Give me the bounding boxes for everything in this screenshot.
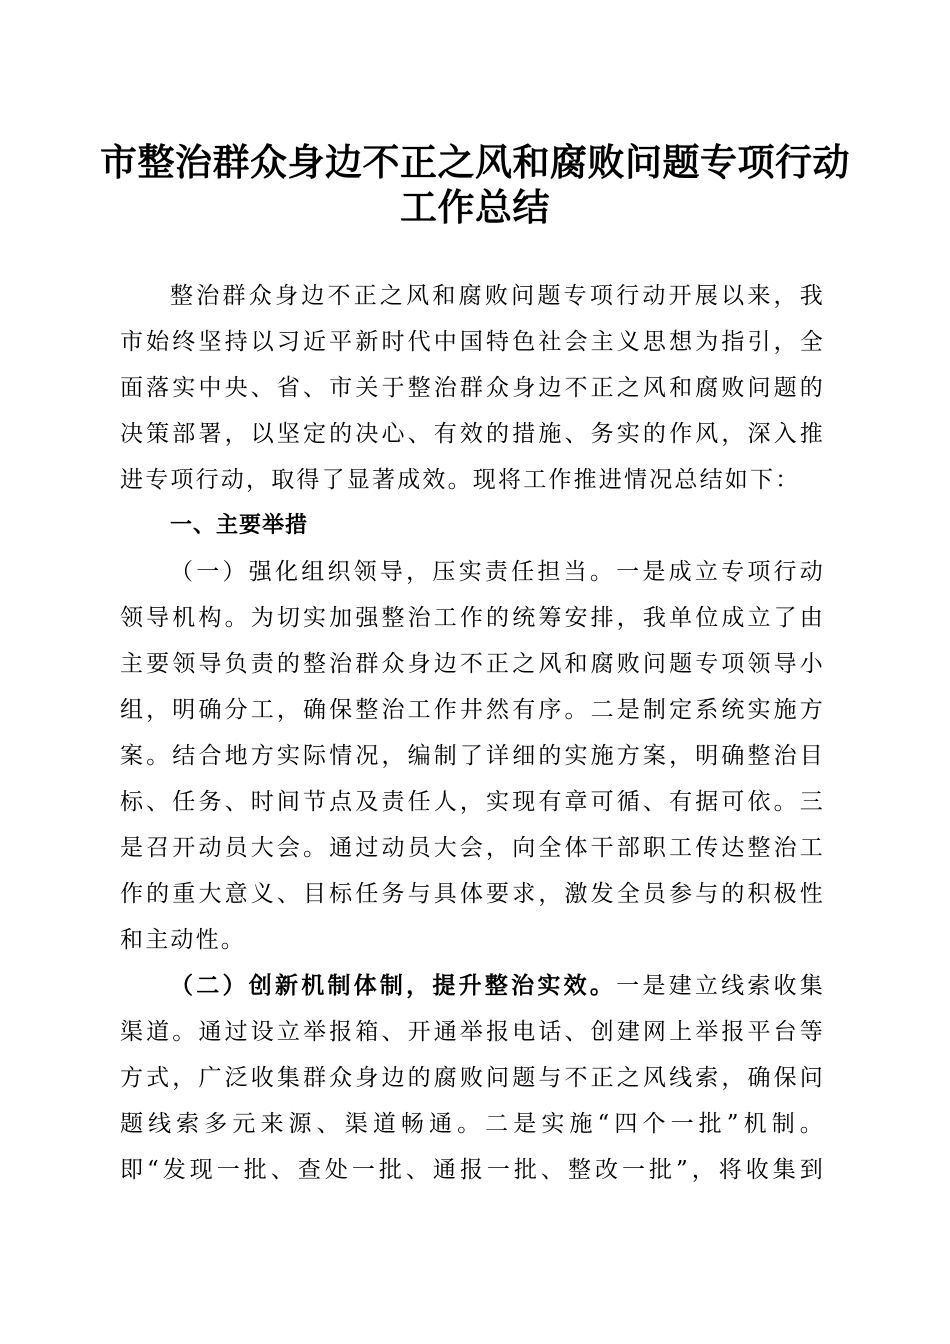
subsection-1-first-rest: 一是成立专项行动: [616, 559, 825, 585]
intro-line: 整治群众身边不正之风和腐败问题专项行动开展以来，我: [170, 283, 825, 309]
subsection-2-lead: （二）创新机制体制，提升整治实效。: [170, 972, 617, 999]
subsection-1-line: 主要领导负责的整治群众身边不正之风和腐败问题专项领导小: [120, 651, 825, 677]
subsection-1-line: 标、任务、时间节点及责任人，实现有章可循、有据可依。三: [120, 789, 825, 815]
intro-line: 面落实中央、省、市关于整治群众身边不正之风和腐败问题的: [120, 375, 825, 401]
subsection-1-line: 案。结合地方实际情况，编制了详细的实施方案，明确整治目: [120, 743, 825, 769]
subsection-1-line: 作的重大意义、目标任务与具体要求，激发全员参与的积极性: [120, 881, 825, 907]
subsection-1-line: 组，明确分工，确保整治工作井然有序。二是制定系统实施方: [120, 697, 825, 723]
subsection-1-line: 和主动性。: [120, 927, 246, 953]
subsection-2-first-line: [120, 963, 825, 1009]
document-title-line-2: 工作总结: [400, 185, 550, 229]
subsection-1-lead: （一）强化组织领导，压实责任担当。: [170, 559, 617, 585]
subsection-1-line: 领导机构。为切实加强整治工作的统筹安排，我单位成立了由: [120, 605, 825, 631]
document-title-line-1: 市整治群众身边不正之风和腐败问题专项行动: [100, 140, 850, 184]
subsection-2-line: 即“发现一批、查处一批、通报一批、整改一批”，将收集到: [120, 1157, 825, 1183]
subsection-2-line: 题线索多元来源、渠道畅通。二是实施“四个一批”机制。: [120, 1111, 825, 1137]
subsection-2-first-rest: 一是建立线索收集: [616, 973, 825, 999]
subsection-1-first-line: [120, 549, 825, 595]
subsection-2-line: 渠道。通过设立举报箱、开通举报电话、创建网上举报平台等: [120, 1019, 825, 1045]
subsection-2-paragraph: [120, 963, 825, 1193]
subsection-2-line: 方式，广泛收集群众身边的腐败问题与不正之风线索，确保问: [120, 1065, 825, 1091]
document-body: [120, 273, 825, 1193]
intro-line: 进专项行动，取得了显著成效。现将工作推进情况总结如下：: [120, 467, 801, 493]
subsection-1-paragraph: [120, 549, 825, 963]
intro-paragraph: [120, 273, 825, 503]
intro-line: 决策部署，以坚定的决心、有效的措施、务实的作风，深入推: [120, 421, 825, 447]
section-heading-main-measures: 一、主要举措: [170, 513, 309, 538]
subsection-1-line: 是召开动员大会。通过动员大会，向全体干部职工传达整治工: [120, 835, 825, 861]
intro-line: 市始终坚持以习近平新时代中国特色社会主义思想为指引，全: [120, 329, 825, 355]
